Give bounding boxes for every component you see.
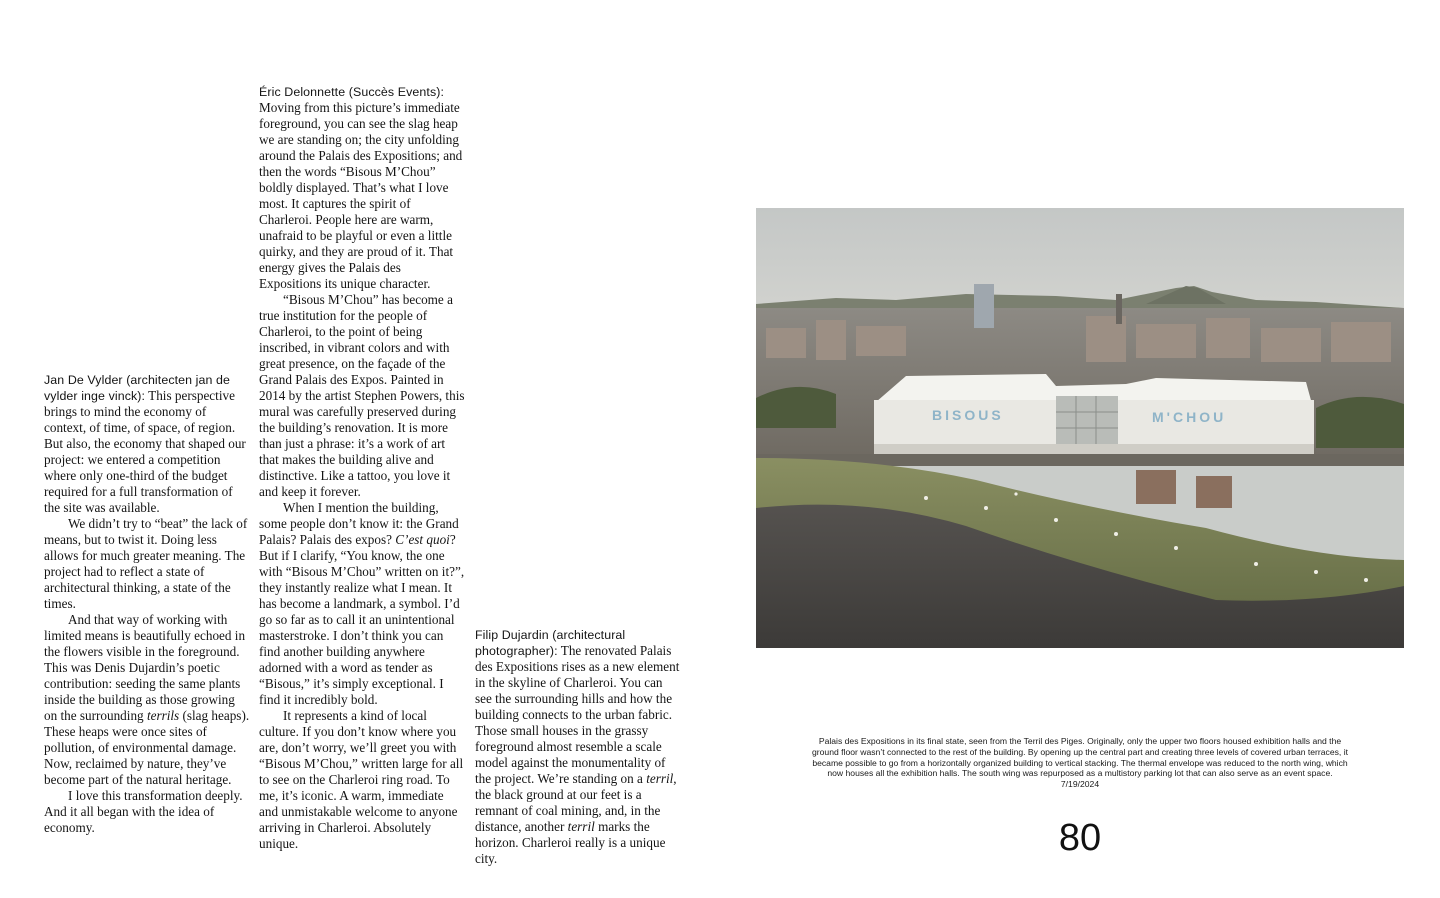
paragraph-text: When I mention the building, some people don’t know it: the Grand Palais? Palais des expos? <box>259 500 459 547</box>
paragraph: “Bisous M’Chou” has become a true institution for the people of Charleroi, to the point of being inscribed, in vibrant colors and with great presence, on the façade of the Grand Palais des Expos. Painted in 2014 by the artist Stephen Powers, this mural was carefully preserved during the building’s renovation. It is more than just a phrase: it’s a work of art that makes the building alive and distinctive. Like a tattoo, you love it and keep it forever. <box>259 292 465 499</box>
paragraph <box>259 84 465 292</box>
palais-des-expositions-photo <box>756 208 1404 648</box>
paragraph-text: Moving from this picture’s immediate foreground, you can see the slag heap we are standing on; the city unfolding around the Palais des Expositions; and then the words “Bisous M’Chou” boldly displayed. That’s what I love most. It captures the spirit of Charleroi. People here are warm, unafraid to be playful or even a little quirky, and they are proud of it. That energy gives the Palais des Expositions its unique character. <box>259 100 463 291</box>
emphasis: terril <box>646 771 674 786</box>
emphasis: terrils <box>146 708 180 723</box>
paragraph-text: And that way of working with limited means is beautifully echoed in the flowers visible in the foreground. This was Denis Dujardin’s poetic contribution: seeding the same plants inside the building as those growing on the surrounding <box>44 612 246 723</box>
speaker-name: Jan De Vylder (architecten jan de vylder inge vinck) <box>44 373 231 403</box>
interview-column-delonnette <box>259 84 465 852</box>
building-base <box>874 444 1314 454</box>
speaker-name: Filip Dujardin (architectural photographer) <box>475 628 626 658</box>
paragraph-text: ? But if I clarify, “You know, the one with “Bisous M’Chou” written on it?”, they instantly realize what I mean. It has become a landmark, a symbol. I’d go so far as to call it an unintentional masterstroke. I don’t think you can find another building anywhere adorned with a word as tender as “Bisous,” it’s simply exceptional. I find it incredibly bold. <box>259 532 465 707</box>
photo-caption: Palais des Expositions in its final state, seen from the Terril des Piges. Originally, only the upper two floors housed exhibition halls and the ground floor wasn’t connected to the rest of the building. By opening up the central part and creating three levels of covered urban terraces, it became possible to go from a horizontally organized building to vertical stacking. The thermal envelope was reduced to the north wing, which now houses all the exhibition halls. The south wing was repurposed as a multistory parking lot that can also serve as an event space. 7/19/2024 <box>812 736 1349 790</box>
tree-cluster <box>1316 397 1404 448</box>
emphasis: C’est quoi <box>395 532 450 547</box>
paragraph-text: marks the horizon. Charleroi really is a unique city. <box>475 819 666 866</box>
paragraph: I love this transformation deeply. And it all began with the idea of economy. <box>44 788 243 835</box>
mural-right: M'CHOU <box>1152 409 1227 425</box>
tower-block <box>974 284 994 328</box>
interview-column-dujardin <box>475 627 681 867</box>
paragraph <box>44 612 250 788</box>
paragraph <box>44 372 250 516</box>
speaker-colon: : <box>554 644 558 658</box>
speaker-colon: : <box>141 389 146 403</box>
paragraph-text: This perspective brings to mind the economy of context, of time, of space, of region. But also, the economy that shaped our project: we entered a competition where only one-third of the budget required for a full transformation of the site was available. <box>44 388 246 515</box>
paragraph-text: (slag heaps). These heaps were once sites of pollution, of environmental damage. Now, reclaimed by nature, they’ve become part of the natural heritage. <box>44 708 250 787</box>
speaker-colon: : <box>440 85 445 99</box>
page-number: 80 <box>1058 817 1102 859</box>
tree-cluster <box>756 387 836 428</box>
interview-column-de-vylder <box>44 372 250 836</box>
paragraph <box>259 500 465 708</box>
speaker-name: Éric Delonnette (Succès Events) <box>259 85 441 99</box>
belfry <box>1116 294 1122 324</box>
paragraph: We didn’t try to “beat” the lack of means, but to twist it. Doing less allows for much greater meaning. The project had to reflect a state of architectural thinking, a state of the times. <box>44 516 248 611</box>
emphasis: terril <box>567 819 595 834</box>
paragraph: It represents a kind of local culture. If you don’t know where you are, don’t worry, we’ll greet you with “Bisous M’Chou,” written large for all to see on the Charleroi ring road. To me, it’s iconic. A warm, immediate and unmistakable welcome to anyone arriving in Charleroi. Absolutely unique. <box>259 708 464 851</box>
houses-foreground <box>1136 470 1232 508</box>
paragraph-text: , the black ground at our feet is a remnant of coal mining, and, in the distance, another <box>475 771 677 834</box>
paragraph <box>475 627 681 867</box>
photo-illustration <box>756 208 1404 648</box>
paragraph-text: The renovated Palais des Expositions rises as a new element in the skyline of Charleroi. You can see the surrounding hills and how the building connects to the urban fabric. Those small houses in the grassy foreground almost resemble a scale model against the monumentality of the project. We’re standing on a <box>475 643 680 786</box>
mural-left: BISOUS <box>932 407 1004 423</box>
building-glazed-center <box>1056 396 1118 452</box>
